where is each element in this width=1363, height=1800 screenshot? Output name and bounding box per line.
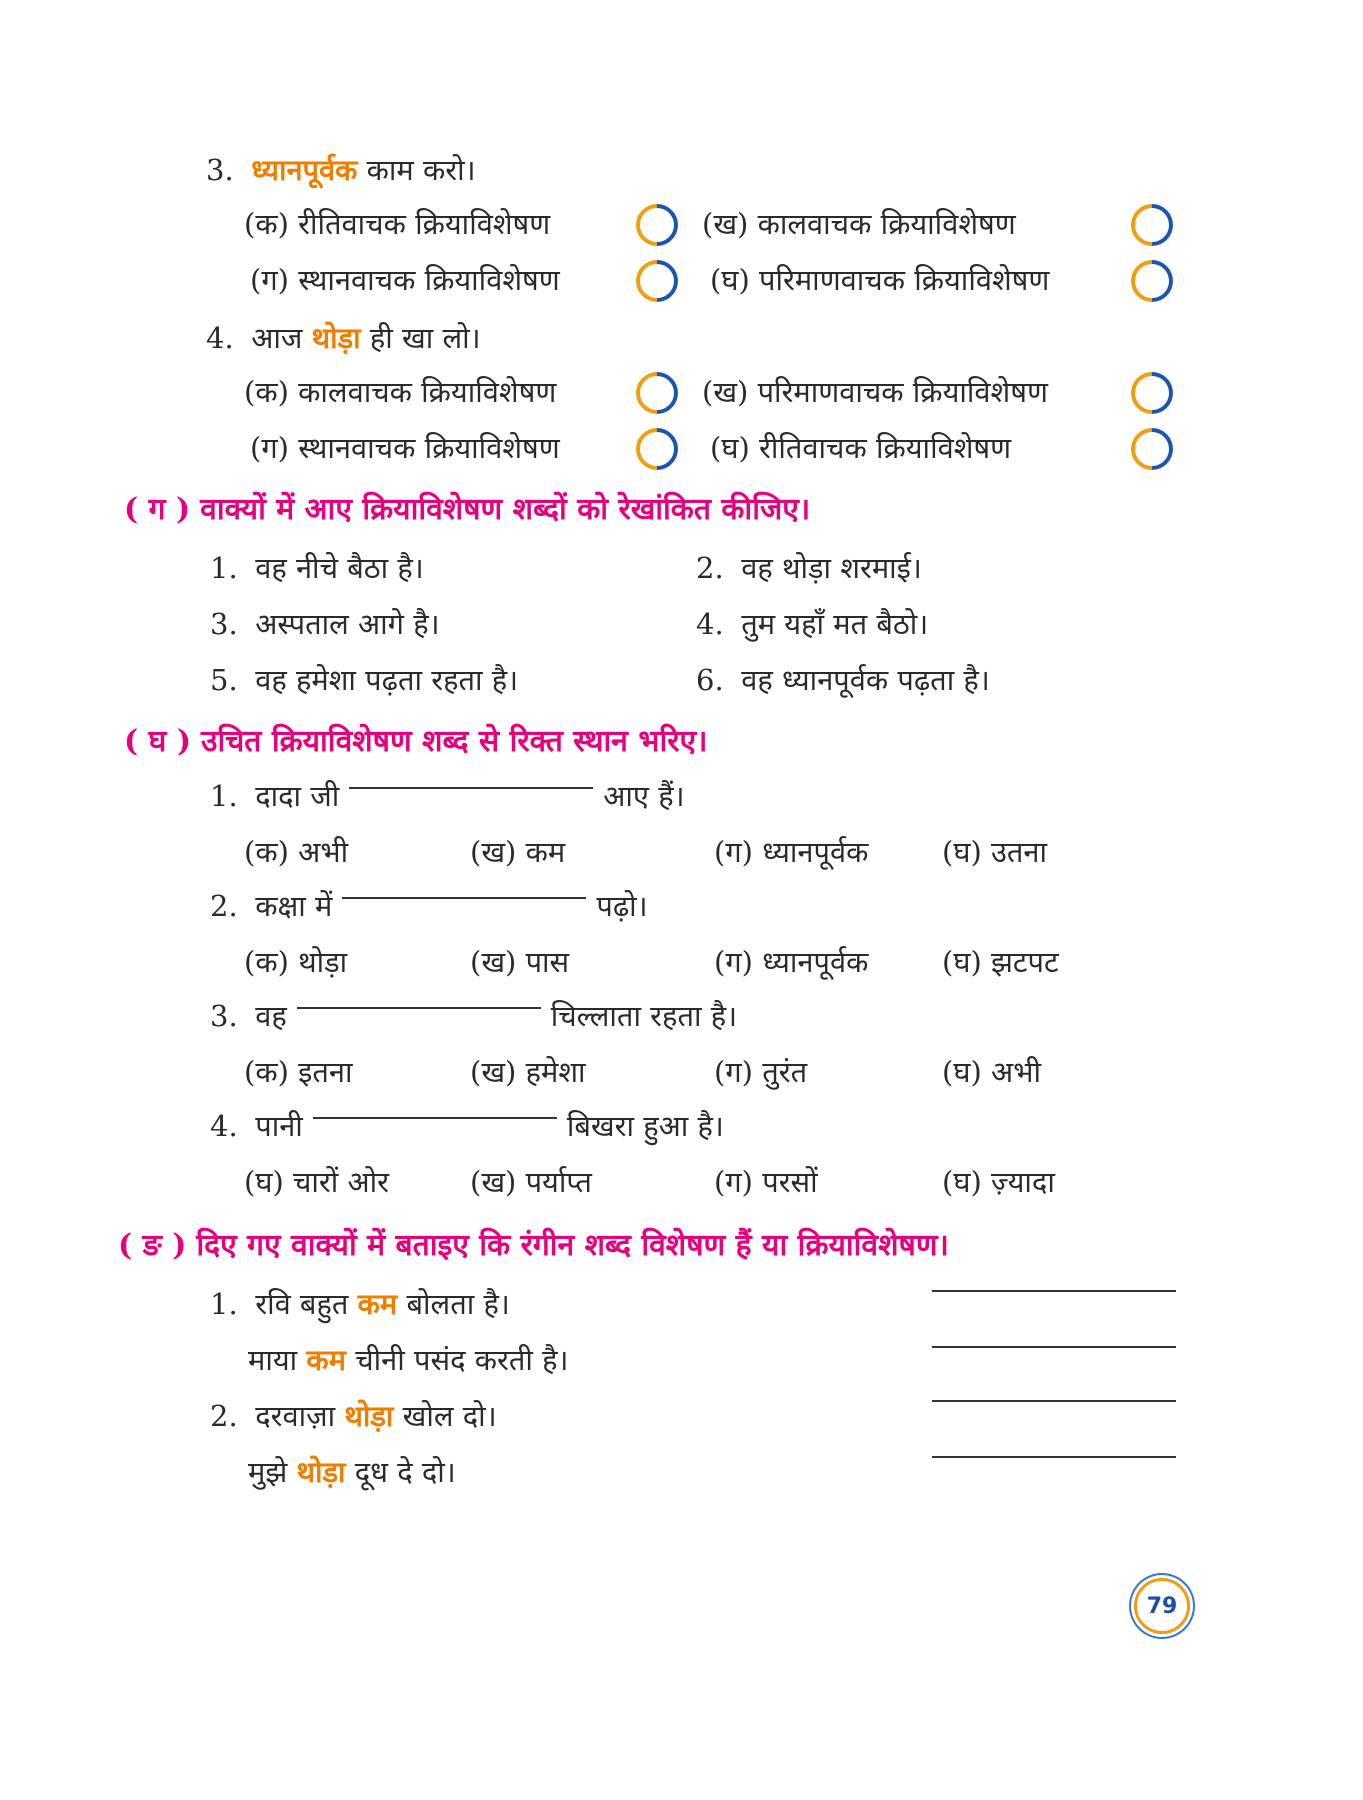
section-nga-item-1b: माया कम चीनी पसंद करती है। (248, 1343, 569, 1377)
q3b-option-kha: (ख) हमेशा (470, 1055, 586, 1089)
section-ga-item-4: 4. तुम यहाँ मत बैठो। (696, 607, 929, 641)
q4-answer-circle-kha[interactable] (1122, 363, 1181, 422)
blank-line[interactable] (313, 1117, 557, 1119)
q3-answer-circle-ga[interactable] (627, 251, 686, 310)
q4-answer-circle-ga[interactable] (627, 419, 686, 478)
section-ga-item-3: 3. अस्पताल आगे है। (210, 607, 440, 641)
q3-post: काम करो। (357, 153, 476, 187)
q4b-option-3: (ग) परसों (714, 1165, 818, 1199)
section-nga-title: दिए गए वाक्यों में बताइए कि रंगीन शब्द विशेषण हैं या क्रियाविशेषण। (196, 1228, 949, 1263)
section-gha-title: उचित क्रियाविशेषण शब्द से रिक्त स्थान भरिए। (201, 724, 708, 759)
q3-option-gha: (घ) परिमाणवाचक क्रियाविशेषण (710, 263, 1050, 297)
page-number-badge (1134, 1578, 1190, 1634)
q2-option-ga: (ग) ध्यानपूर्वक (714, 945, 869, 979)
q3-sentence (206, 150, 476, 190)
fill-blank-q4: 4. पानी बिखरा हुआ है। (210, 1109, 724, 1143)
q3b-option-ka: (क) इतना (244, 1055, 353, 1089)
answer-line-3[interactable] (932, 1400, 1176, 1402)
section-ga-tag: ( ग ) (124, 492, 191, 527)
q4-option-gha: (घ) रीतिवाचक क्रियाविशेषण (710, 431, 1012, 465)
q2-option-kha: (ख) पास (470, 945, 570, 979)
q2-option-gha: (घ) झटपट (942, 945, 1059, 979)
section-nga-item-2b: मुझे थोड़ा दूध दे दो। (248, 1455, 456, 1489)
section-gha-tag: ( घ ) (124, 724, 192, 759)
blank-line[interactable] (297, 1007, 541, 1009)
q4-pre: आज (251, 321, 312, 355)
q4-answer-circle-ka[interactable] (627, 363, 686, 422)
section-gha-heading (124, 722, 707, 762)
section-nga-tag: ( ङ ) (118, 1228, 187, 1263)
q4-option-kha: (ख) परिमाणवाचक क्रियाविशेषण (702, 375, 1048, 409)
fill-blank-q3: 3. वह चिल्लाता रहता है। (210, 999, 738, 1033)
q4b-option-4: (घ) ज़्यादा (942, 1165, 1055, 1199)
q4-post: ही खा लो। (360, 321, 481, 355)
q4b-option-2: (ख) पर्याप्त (470, 1165, 592, 1199)
q3-option-ka: (क) रीतिवाचक क्रियाविशेषण (244, 207, 551, 241)
section-nga-item-1: 1. रवि बहुत कम बोलता है। (210, 1287, 510, 1321)
q3b-option-ga: (ग) तुरंत (714, 1055, 808, 1089)
q1-option-kha: (ख) कम (470, 835, 566, 869)
answer-line-4[interactable] (932, 1456, 1176, 1458)
q3b-option-gha: (घ) अभी (942, 1055, 1042, 1089)
section-ga-title: वाक्यों में आए क्रियाविशेषण शब्दों को रेखांकित कीजिए। (200, 492, 811, 527)
section-ga-item-5: 5. वह हमेशा पढ़ता रहता है। (210, 663, 519, 697)
q1-option-ga: (ग) ध्यानपूर्वक (714, 835, 869, 869)
q3-option-kha: (ख) कालवाचक क्रियाविशेषण (702, 207, 1016, 241)
q4b-option-1: (घ) चारों ओर (244, 1165, 390, 1199)
page-number: 79 (1146, 1593, 1178, 1619)
q4-option-ka: (क) कालवाचक क्रियाविशेषण (244, 375, 557, 409)
q4-highlight: थोड़ा (311, 321, 361, 355)
answer-line-2[interactable] (932, 1346, 1176, 1348)
q3-highlight: ध्यानपूर्वक (251, 153, 358, 187)
blank-line[interactable] (349, 787, 593, 789)
q3-answer-circle-kha[interactable] (1122, 195, 1181, 254)
q4-answer-circle-gha[interactable] (1122, 419, 1181, 478)
q3-answer-circle-gha[interactable] (1122, 251, 1181, 310)
section-nga-heading (118, 1226, 949, 1266)
q1-option-gha: (घ) उतना (942, 835, 1048, 869)
answer-line-1[interactable] (932, 1290, 1176, 1292)
q3-option-ga: (ग) स्थानवाचक क्रियाविशेषण (250, 263, 560, 297)
blank-line[interactable] (342, 897, 586, 899)
section-ga-item-1: 1. वह नीचे बैठा है। (210, 551, 424, 585)
q3-number: 3. (206, 153, 234, 187)
fill-blank-q1: 1. दादा जी आए हैं। (210, 779, 685, 813)
section-nga-item-2: 2. दरवाज़ा थोड़ा खोल दो। (210, 1399, 497, 1433)
q2-option-ka: (क) थोड़ा (244, 945, 348, 979)
section-ga-item-2: 2. वह थोड़ा शरमाई। (696, 551, 922, 585)
q3-answer-circle-ka[interactable] (627, 195, 686, 254)
q1-option-ka: (क) अभी (244, 835, 349, 869)
q4-number: 4. (206, 321, 234, 355)
q4-sentence (206, 318, 481, 358)
q4-option-ga: (ग) स्थानवाचक क्रियाविशेषण (250, 431, 560, 465)
section-ga-item-6: 6. वह ध्यानपूर्वक पढ़ता है। (696, 663, 990, 697)
section-ga-heading (124, 490, 810, 530)
fill-blank-q2: 2. कक्षा में पढ़ो। (210, 889, 648, 923)
